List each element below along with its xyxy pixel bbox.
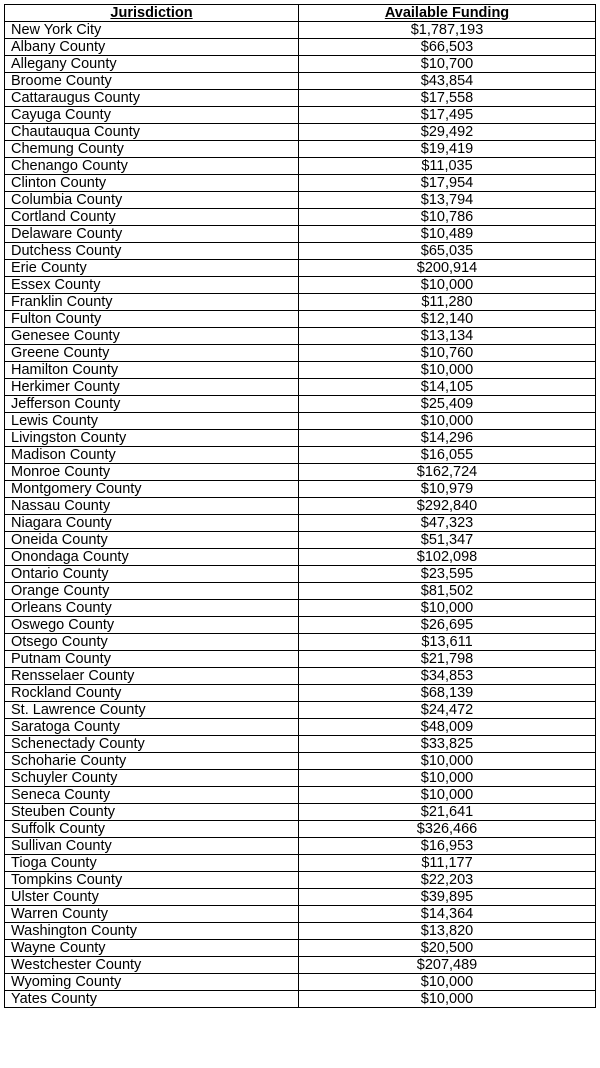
funding-amount-cell: $10,000 — [299, 277, 596, 294]
jurisdiction-cell: Chemung County — [5, 141, 299, 158]
column-header-jurisdiction: Jurisdiction — [5, 5, 299, 22]
funding-amount-cell: $48,009 — [299, 719, 596, 736]
funding-amount-cell: $26,695 — [299, 617, 596, 634]
jurisdiction-cell: Hamilton County — [5, 362, 299, 379]
jurisdiction-cell: Allegany County — [5, 56, 299, 73]
table-row — [5, 39, 596, 56]
jurisdiction-cell: Steuben County — [5, 804, 299, 821]
table-row — [5, 668, 596, 685]
jurisdiction-cell: St. Lawrence County — [5, 702, 299, 719]
table-row — [5, 855, 596, 872]
jurisdiction-cell: Tioga County — [5, 855, 299, 872]
table-row — [5, 923, 596, 940]
table-row — [5, 906, 596, 923]
funding-amount-cell: $20,500 — [299, 940, 596, 957]
funding-amount-cell: $25,409 — [299, 396, 596, 413]
table-row — [5, 56, 596, 73]
column-header-available-funding: Available Funding — [299, 5, 596, 22]
table-row — [5, 107, 596, 124]
table-row — [5, 175, 596, 192]
table-row — [5, 141, 596, 158]
jurisdiction-cell: Onondaga County — [5, 549, 299, 566]
jurisdiction-cell: Washington County — [5, 923, 299, 940]
funding-amount-cell: $13,134 — [299, 328, 596, 345]
table-row — [5, 872, 596, 889]
jurisdiction-cell: Niagara County — [5, 515, 299, 532]
funding-amount-cell: $162,724 — [299, 464, 596, 481]
jurisdiction-cell: Fulton County — [5, 311, 299, 328]
jurisdiction-cell: Delaware County — [5, 226, 299, 243]
funding-amount-cell: $10,786 — [299, 209, 596, 226]
table-row — [5, 549, 596, 566]
jurisdiction-cell: Schuyler County — [5, 770, 299, 787]
jurisdiction-cell: Cortland County — [5, 209, 299, 226]
table-row — [5, 158, 596, 175]
funding-amount-cell: $16,953 — [299, 838, 596, 855]
table-row — [5, 753, 596, 770]
funding-amount-cell: $102,098 — [299, 549, 596, 566]
table-row — [5, 991, 596, 1008]
funding-amount-cell: $33,825 — [299, 736, 596, 753]
table-body — [5, 22, 596, 1008]
table-header-row — [5, 5, 596, 22]
table-row — [5, 702, 596, 719]
jurisdiction-cell: Clinton County — [5, 175, 299, 192]
jurisdiction-cell: Saratoga County — [5, 719, 299, 736]
table-row — [5, 600, 596, 617]
funding-amount-cell: $14,296 — [299, 430, 596, 447]
table-row — [5, 736, 596, 753]
table-row — [5, 345, 596, 362]
table-row — [5, 498, 596, 515]
table-row — [5, 515, 596, 532]
funding-amount-cell: $11,177 — [299, 855, 596, 872]
funding-amount-cell: $43,854 — [299, 73, 596, 90]
jurisdiction-cell: New York City — [5, 22, 299, 39]
jurisdiction-cell: Cattaraugus County — [5, 90, 299, 107]
jurisdiction-cell: Greene County — [5, 345, 299, 362]
table-row — [5, 464, 596, 481]
funding-table — [4, 4, 596, 1008]
table-row — [5, 447, 596, 464]
funding-amount-cell: $200,914 — [299, 260, 596, 277]
jurisdiction-cell: Schoharie County — [5, 753, 299, 770]
table-row — [5, 362, 596, 379]
funding-amount-cell: $21,798 — [299, 651, 596, 668]
funding-amount-cell: $10,000 — [299, 362, 596, 379]
funding-amount-cell: $14,364 — [299, 906, 596, 923]
table-row — [5, 974, 596, 991]
jurisdiction-cell: Putnam County — [5, 651, 299, 668]
funding-amount-cell: $14,105 — [299, 379, 596, 396]
jurisdiction-cell: Oneida County — [5, 532, 299, 549]
funding-amount-cell: $51,347 — [299, 532, 596, 549]
table-row — [5, 838, 596, 855]
jurisdiction-cell: Dutchess County — [5, 243, 299, 260]
funding-amount-cell: $10,700 — [299, 56, 596, 73]
jurisdiction-cell: Otsego County — [5, 634, 299, 651]
funding-amount-cell: $13,794 — [299, 192, 596, 209]
table-row — [5, 634, 596, 651]
jurisdiction-cell: Nassau County — [5, 498, 299, 515]
jurisdiction-cell: Warren County — [5, 906, 299, 923]
funding-amount-cell: $19,419 — [299, 141, 596, 158]
table-row — [5, 889, 596, 906]
jurisdiction-cell: Genesee County — [5, 328, 299, 345]
table-row — [5, 957, 596, 974]
jurisdiction-cell: Lewis County — [5, 413, 299, 430]
funding-amount-cell: $34,853 — [299, 668, 596, 685]
funding-amount-cell: $11,280 — [299, 294, 596, 311]
jurisdiction-cell: Chautauqua County — [5, 124, 299, 141]
jurisdiction-cell: Wyoming County — [5, 974, 299, 991]
jurisdiction-cell: Sullivan County — [5, 838, 299, 855]
jurisdiction-cell: Columbia County — [5, 192, 299, 209]
funding-amount-cell: $21,641 — [299, 804, 596, 821]
funding-table-container — [4, 4, 596, 1008]
funding-amount-cell: $13,611 — [299, 634, 596, 651]
jurisdiction-cell: Westchester County — [5, 957, 299, 974]
table-row — [5, 294, 596, 311]
table-row — [5, 583, 596, 600]
table-row — [5, 396, 596, 413]
funding-amount-cell: $65,035 — [299, 243, 596, 260]
funding-amount-cell: $292,840 — [299, 498, 596, 515]
table-row — [5, 277, 596, 294]
funding-amount-cell: $16,055 — [299, 447, 596, 464]
funding-amount-cell: $10,000 — [299, 413, 596, 430]
table-row — [5, 413, 596, 430]
funding-amount-cell: $10,760 — [299, 345, 596, 362]
jurisdiction-cell: Ontario County — [5, 566, 299, 583]
funding-amount-cell: $13,820 — [299, 923, 596, 940]
table-row — [5, 481, 596, 498]
jurisdiction-cell: Oswego County — [5, 617, 299, 634]
funding-amount-cell: $22,203 — [299, 872, 596, 889]
jurisdiction-cell: Rensselaer County — [5, 668, 299, 685]
table-row — [5, 260, 596, 277]
funding-amount-cell: $10,000 — [299, 770, 596, 787]
jurisdiction-cell: Ulster County — [5, 889, 299, 906]
funding-amount-cell: $39,895 — [299, 889, 596, 906]
jurisdiction-cell: Montgomery County — [5, 481, 299, 498]
funding-amount-cell: $81,502 — [299, 583, 596, 600]
funding-amount-cell: $23,595 — [299, 566, 596, 583]
table-row — [5, 124, 596, 141]
funding-amount-cell: $12,140 — [299, 311, 596, 328]
funding-amount-cell: $10,000 — [299, 787, 596, 804]
table-row — [5, 328, 596, 345]
jurisdiction-cell: Chenango County — [5, 158, 299, 175]
table-row — [5, 192, 596, 209]
funding-amount-cell: $47,323 — [299, 515, 596, 532]
funding-amount-cell: $10,000 — [299, 753, 596, 770]
jurisdiction-cell: Broome County — [5, 73, 299, 90]
funding-amount-cell: $326,466 — [299, 821, 596, 838]
table-row — [5, 787, 596, 804]
table-row — [5, 90, 596, 107]
jurisdiction-cell: Albany County — [5, 39, 299, 56]
jurisdiction-cell: Yates County — [5, 991, 299, 1008]
table-row — [5, 379, 596, 396]
funding-amount-cell: $207,489 — [299, 957, 596, 974]
jurisdiction-cell: Seneca County — [5, 787, 299, 804]
jurisdiction-cell: Schenectady County — [5, 736, 299, 753]
table-row — [5, 940, 596, 957]
table-row — [5, 532, 596, 549]
jurisdiction-cell: Herkimer County — [5, 379, 299, 396]
funding-amount-cell: $10,000 — [299, 600, 596, 617]
funding-amount-cell: $1,787,193 — [299, 22, 596, 39]
table-row — [5, 209, 596, 226]
jurisdiction-cell: Wayne County — [5, 940, 299, 957]
jurisdiction-cell: Rockland County — [5, 685, 299, 702]
jurisdiction-cell: Suffolk County — [5, 821, 299, 838]
funding-amount-cell: $10,000 — [299, 974, 596, 991]
jurisdiction-cell: Orange County — [5, 583, 299, 600]
table-row — [5, 311, 596, 328]
table-row — [5, 22, 596, 39]
funding-amount-cell: $10,489 — [299, 226, 596, 243]
table-row — [5, 804, 596, 821]
table-row — [5, 566, 596, 583]
jurisdiction-cell: Monroe County — [5, 464, 299, 481]
table-row — [5, 243, 596, 260]
table-row — [5, 617, 596, 634]
funding-amount-cell: $11,035 — [299, 158, 596, 175]
jurisdiction-cell: Jefferson County — [5, 396, 299, 413]
jurisdiction-cell: Erie County — [5, 260, 299, 277]
funding-amount-cell: $17,495 — [299, 107, 596, 124]
funding-amount-cell: $17,558 — [299, 90, 596, 107]
funding-amount-cell: $10,979 — [299, 481, 596, 498]
table-row — [5, 226, 596, 243]
jurisdiction-cell: Orleans County — [5, 600, 299, 617]
jurisdiction-cell: Cayuga County — [5, 107, 299, 124]
funding-amount-cell: $29,492 — [299, 124, 596, 141]
funding-amount-cell: $17,954 — [299, 175, 596, 192]
jurisdiction-cell: Essex County — [5, 277, 299, 294]
table-row — [5, 73, 596, 90]
jurisdiction-cell: Franklin County — [5, 294, 299, 311]
jurisdiction-cell: Tompkins County — [5, 872, 299, 889]
funding-amount-cell: $24,472 — [299, 702, 596, 719]
table-row — [5, 770, 596, 787]
jurisdiction-cell: Livingston County — [5, 430, 299, 447]
funding-amount-cell: $66,503 — [299, 39, 596, 56]
table-row — [5, 685, 596, 702]
table-row — [5, 430, 596, 447]
jurisdiction-cell: Madison County — [5, 447, 299, 464]
table-row — [5, 821, 596, 838]
funding-amount-cell: $68,139 — [299, 685, 596, 702]
table-row — [5, 651, 596, 668]
table-row — [5, 719, 596, 736]
funding-amount-cell: $10,000 — [299, 991, 596, 1008]
